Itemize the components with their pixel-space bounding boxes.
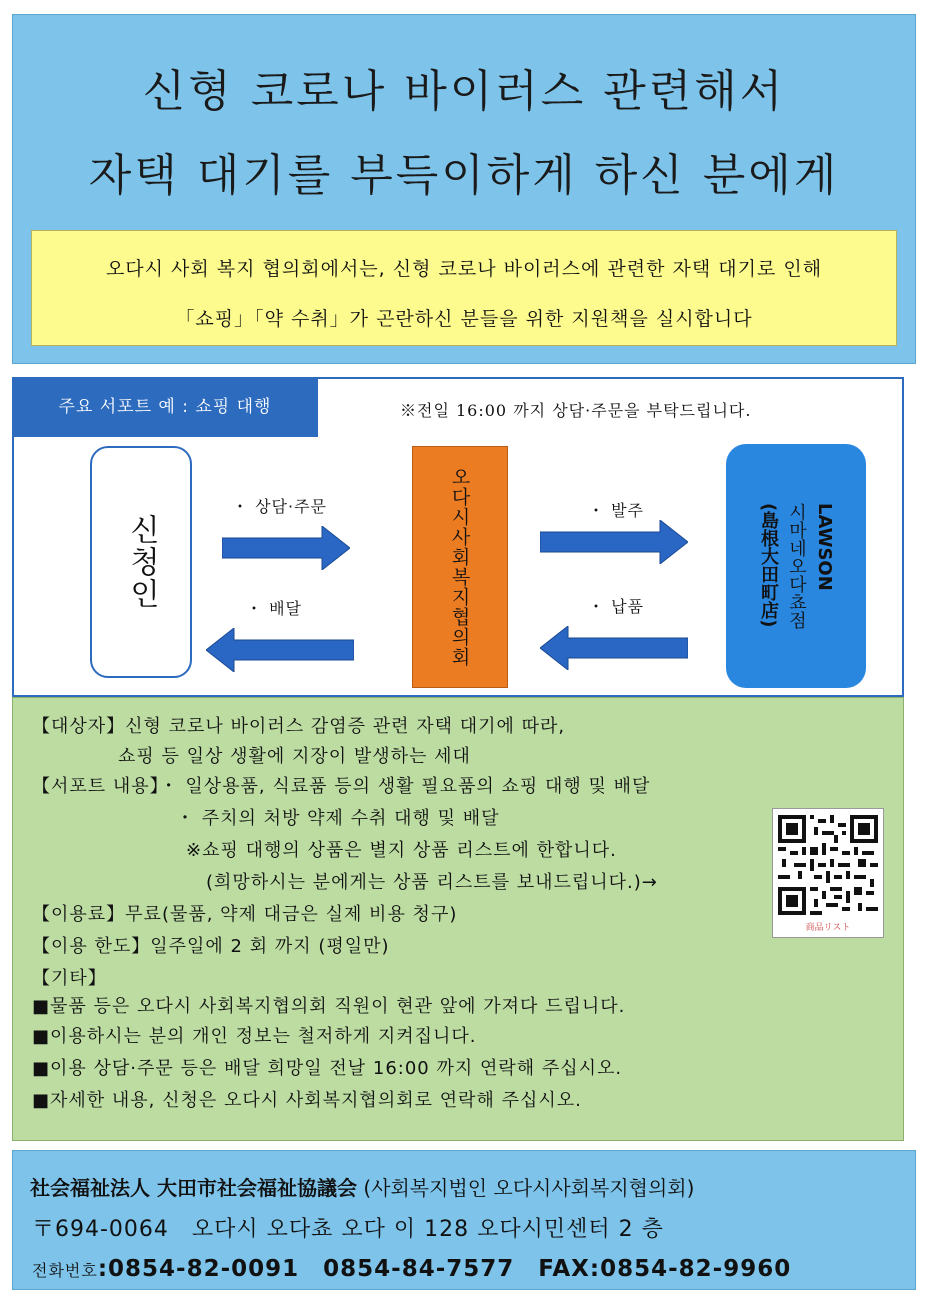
council-box <box>412 446 508 688</box>
arrow-right-icon <box>222 526 350 570</box>
other-item-2: ■이용하시는 분의 개인 정보는 철저하게 지켜집니다. <box>32 1026 477 1047</box>
qr-caption: 商品リスト <box>805 923 851 933</box>
consult-order-label: ・ 상담·주문 <box>232 497 327 516</box>
support-line-1: 【서포트 내용】・ 일상용품, 식료품 등의 생활 필요품의 쇼핑 대행 및 배달 <box>32 776 651 797</box>
target-line-2: 쇼핑 등 일상 생활에 지장이 발생하는 세대 <box>118 746 471 767</box>
org-name-jp: 社会福祉法人 大田市社会福祉協議会 <box>30 1176 357 1200</box>
qr-code-box[interactable] <box>772 808 884 938</box>
lawson-box <box>726 444 866 688</box>
support-line-3: ※쇼핑 대행의 상품은 별지 상품 리스트에 한합니다. <box>186 840 617 861</box>
title-line-2: 자택 대기를 부득이하게 하신 분에게 <box>88 150 840 201</box>
lawson-brand: LAWSON <box>814 503 835 591</box>
other-item-4: ■자세한 내용, 신청은 오다시 사회복지협의회로 연락해 주십시오. <box>32 1090 582 1111</box>
support-line-2: ・ 주치의 처방 약제 수취 대행 및 배달 <box>176 808 500 829</box>
footer-org <box>30 1172 694 1201</box>
lawson-store: 시마네오다쵸점 <box>786 503 807 629</box>
arrow-left-icon <box>206 628 354 672</box>
limit-line: 【이용 한도】일주일에 2 회 까지 (평일만) <box>32 936 390 957</box>
phone-numbers: :0854-82-0091 0854-84-7577 FAX:0854-82-9960 <box>97 1256 792 1282</box>
support-line-4: (희망하시는 분에게는 상품 리스트를 보내드립니다.)→ <box>206 872 658 893</box>
applicant-box <box>90 446 192 678</box>
arrow-left-icon <box>540 626 688 670</box>
other-heading: 【기타】 <box>32 968 107 989</box>
fee-line: 【이용료】무료(물품, 약제 대금은 실제 비용 청구) <box>32 904 458 925</box>
target-line-1: 【대상자】신형 코로나 바이러스 감염증 관련 자택 대기에 따라, <box>32 716 566 737</box>
place-order-label: ・ 발주 <box>588 501 644 520</box>
other-item-1: ■물품 등은 오다시 사회복지협의회 직원이 현관 앞에 가져다 드립니다. <box>32 996 626 1017</box>
intro-box <box>31 230 897 346</box>
phone-label: 전화번호 <box>32 1261 98 1280</box>
arrow-right-icon <box>540 520 688 564</box>
flow-tag: 주요 서포트 예 : 쇼핑 대행 <box>12 377 318 437</box>
supply-label: ・ 납품 <box>588 597 644 616</box>
lawson-store-jp: (島根大田町店) <box>758 503 779 628</box>
intro-line-1: 오다시 사회 복지 협의회에서는, 신형 코로나 바이러스에 관련한 자택 대기로 인해 <box>105 258 823 280</box>
council-label: 오다시사회복지협의회 <box>448 467 471 667</box>
footer-phone <box>32 1250 791 1283</box>
applicant-label: 신청인 <box>124 514 159 610</box>
footer-address: 〒694-0064 오다시 오다쵸 오다 이 128 오다시민센터 2 층 <box>32 1217 664 1242</box>
title-line-1: 신형 코로나 바이러스 관련해서 <box>142 66 786 117</box>
qr-code-icon <box>778 815 878 915</box>
other-item-3: ■이용 상담·주문 등은 배달 희망일 전날 16:00 까지 연락해 주십시오. <box>32 1058 623 1079</box>
flow-note: ※전일 16:00 까지 상담·주문을 부탁드립니다. <box>400 401 752 420</box>
intro-line-2: 「쇼핑」「약 수취」가 곤란하신 분들을 위한 지원책을 실시합니다 <box>175 308 753 330</box>
delivery-label: ・ 배달 <box>246 599 302 618</box>
org-name-kr: (사회복지법인 오다시사회복지협의회) <box>363 1176 695 1200</box>
